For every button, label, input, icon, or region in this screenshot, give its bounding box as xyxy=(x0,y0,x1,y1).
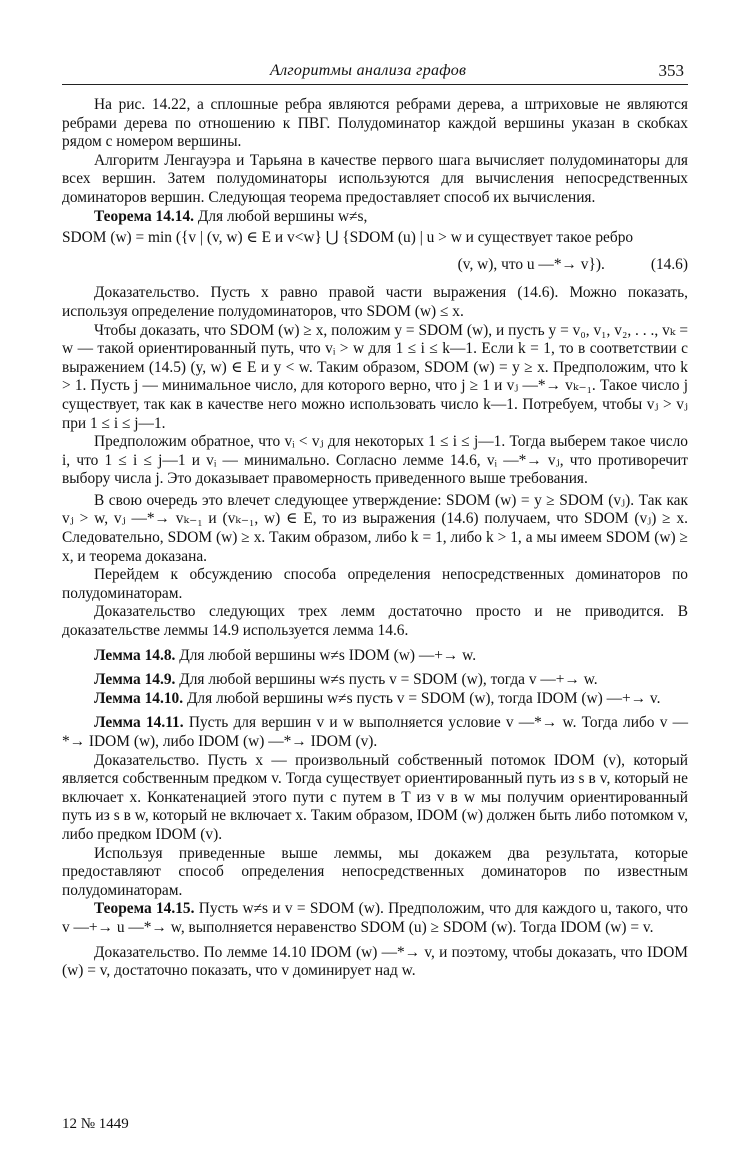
paragraph: Предположим обратное, что vᵢ < vⱼ для некоторых 1 ≤ i ≤ j—1. Тогда выберем такое число i, что 1 ≤ i ≤ j—1 и vᵢ — минимально. Согласно лемме 14.6, vᵢ —*→ vⱼ, что противоречит выбору числа j. Это доказывает правомерность приведенного выше требования. xyxy=(62,433,688,488)
theorem-label: Теорема 14.15. xyxy=(94,900,195,918)
paragraph: В свою очередь это влечет следующее утверждение: SDOM (w) = y ≥ SDOM (vⱼ). Так как vⱼ > w, vⱼ —*→ vₖ₋₁ и (vₖ₋₁, w) ∈ E, то из выражения (14.6) получаем, что SDOM (vⱼ) ≥ x. Следовательно, SDOM (w) ≥ x. Таким образом, либо k = 1, либо k > 1, а мы имеем SDOM (w) ≥ x, и теорема доказана. xyxy=(62,491,688,565)
lemma-label: Лемма 14.11. xyxy=(94,714,184,732)
formula-tail: (v, w), что u —*→ v}). xyxy=(457,255,605,273)
formula-14-6: SDOM (w) = min ({v | (v, w) ∈ E и v<w} ⋃ {SDOM (u) | u > w и существует такое ребро xyxy=(62,229,634,247)
paragraph: Доказательство. Пусть x — произвольный собственный потомок IDOM (v), который является собственным предком v. Тогда существует ориентированный путь из s в v, который не включает x. Конкатенацией этого пути с путем в T из v в w мы получим ориентированный путь из s в w, который не включает x. Таким образом, IDOM (w) должен быть либо потомком v, либо предком IDOM (v). xyxy=(62,751,688,843)
paragraph: Доказательство. По лемме 14.10 IDOM (w) —*→ v, и поэтому, чтобы доказать, что IDOM (w) = v, достаточно показать, что v доминирует над w. xyxy=(62,943,688,980)
page-number: 353 xyxy=(658,61,684,80)
theorem-label: Теорема 14.14. xyxy=(94,207,194,225)
running-header xyxy=(62,60,688,85)
printer-signature: 12 № 1449 xyxy=(62,1116,129,1132)
lemma-label: Лемма 14.8. xyxy=(94,646,176,664)
lemma-14-10 xyxy=(62,690,688,709)
paragraph: Алгоритм Ленгауэра и Тарьяна в качестве первого шага вычисляет полудоминаторы для всех вершин. Затем полудоминаторы используются для вычисления непосредственных доминаторов вершин. Следующая теорема предоставляет способ их вычисления. xyxy=(62,151,688,206)
theorem-text: Пусть w≠s и v = SDOM (w). Предположим, что для каждого u, такого, что v —+→ u —*→ w, выполняется неравенство SDOM (u) ≥ SDOM (w). Тогда IDOM (w) = v. xyxy=(62,900,688,936)
lemma-text: Пусть для вершин v и w выполняется условие v —*→ w. Тогда либо v —*→ IDOM (w), либо IDOM (w) —*→ IDOM (v). xyxy=(62,714,689,750)
paragraph: Перейдем к обсуждению способа определения непосредственных доминаторов по полудоминаторам. xyxy=(62,566,688,602)
lemma-text: Для любой вершины w≠s пусть v = SDOM (w), тогда IDOM (w) —+→ v. xyxy=(186,689,661,707)
page-body xyxy=(62,96,688,981)
paragraph: На рис. 14.22, а сплошные ребра являются ребрами дерева, а штриховые не являются ребрами дерева по отношению к ПВГ. Полудоминатор каждой вершины указан в скобках рядом с номером вершины. xyxy=(62,96,688,151)
lemma-14-11 xyxy=(62,714,688,751)
lemma-text: Для любой вершины w≠s пусть v = SDOM (w), тогда v —+→ w. xyxy=(179,671,598,689)
theorem-14-15 xyxy=(62,900,688,937)
formula-14-6-tail xyxy=(62,256,688,275)
lemma-14-8 xyxy=(62,647,688,666)
paragraph: Используя приведенные выше леммы, мы докажем два результата, которые предоставляют способ определения непосредственных доминаторов по известным полудоминаторам. xyxy=(62,844,688,899)
theorem-text: Для любой вершины w≠s, xyxy=(197,207,368,225)
lemma-label: Лемма 14.9. xyxy=(94,671,176,689)
equation-number: (14.6) xyxy=(650,255,688,273)
running-title: Алгоритмы анализа графов xyxy=(270,62,467,79)
lemma-14-9 xyxy=(62,671,688,690)
paragraph: Доказательство следующих трех лемм достаточно просто и не приводится. В доказательстве леммы 14.9 используется лемма 14.6. xyxy=(62,603,688,640)
theorem-14-14 xyxy=(62,208,688,227)
paragraph: Чтобы доказать, что SDOM (w) ≥ x, положим y = SDOM (w), и пусть y = v₀, v₁, v₂, . . ., vₖ = w — такой ориентированный путь, что vᵢ > w для 1 ≤ i ≤ k—1. Если k = 1, то в соответствии с выражением (14.5) (y, w) ∈ E и y < w. Таким образом, SDOM (w) = y ≥ x. Предположим, что k > 1. Пусть j — минимальное число, для которого верно, что j ≥ 1 и vⱼ —*→ vₖ₋₁. Такое число j существует, так как в качестве него можно использовать число k—1. Потребуем, чтобы vⱼ > vⱼ при 1 ≤ i ≤ j—1. xyxy=(62,321,688,432)
lemma-text: Для любой вершины w≠s IDOM (w) —+→ w. xyxy=(179,646,477,664)
lemma-label: Лемма 14.10. xyxy=(94,689,184,707)
paragraph: Доказательство. Пусть x равно правой части выражения (14.6). Можно показать, используя определение полудоминаторов, что SDOM (w) ≤ x. xyxy=(62,284,688,320)
